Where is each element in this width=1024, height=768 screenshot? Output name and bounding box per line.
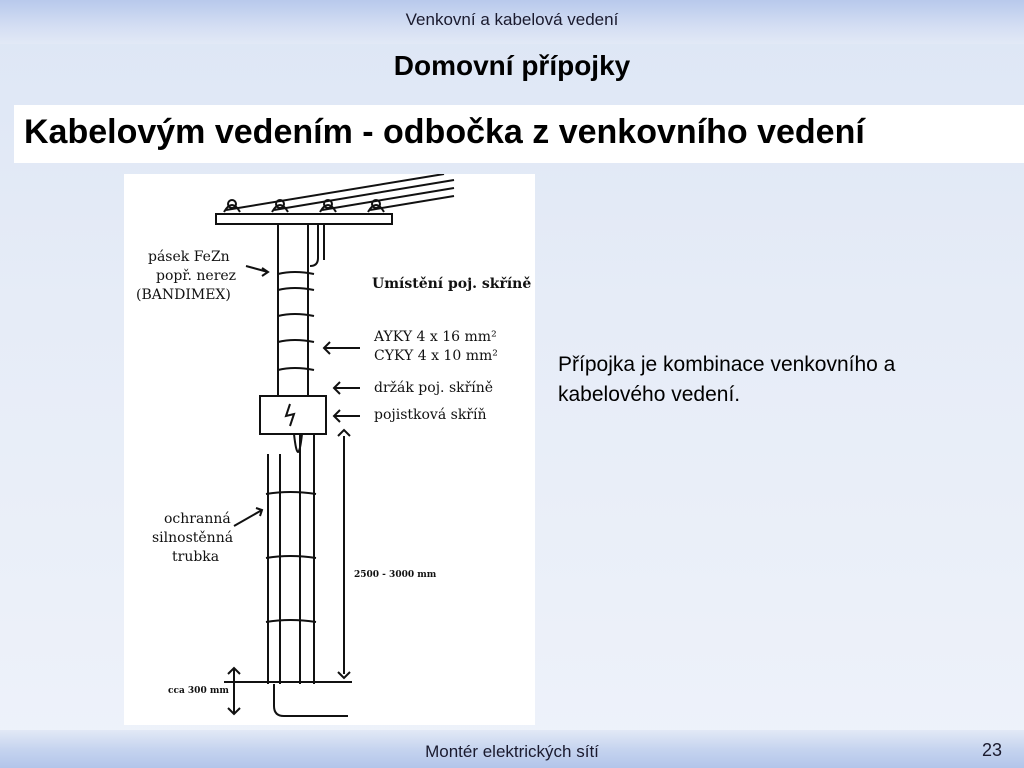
slide-subtitle: Kabelovým vedením - odbočka z venkovního vedení bbox=[24, 113, 865, 151]
label-pasek-3: (BANDIMEX) bbox=[136, 287, 231, 303]
label-cyky: CYKY 4 x 10 mm² bbox=[374, 348, 498, 364]
label-drzak: držák poj. skříně bbox=[374, 380, 494, 396]
label-depth: cca 300 mm bbox=[168, 686, 229, 696]
label-pojistkova: pojistková skříň bbox=[374, 407, 487, 423]
label-ochranna-2: silnostěnná bbox=[152, 530, 234, 546]
label-ochranna-3: trubka bbox=[172, 549, 220, 565]
presentation-title: Venkovní a kabelová vedení bbox=[405, 10, 619, 29]
body-paragraph: Přípojka je kombinace venkovního a kabelového vedení. bbox=[558, 353, 896, 406]
label-height: 2500 - 3000 mm bbox=[354, 570, 437, 580]
pole-diagram bbox=[124, 174, 535, 725]
slide-title: Domovní přípojky bbox=[393, 50, 631, 81]
footer-text: Montér elektrických sítí bbox=[425, 742, 599, 761]
subtitle-box bbox=[14, 105, 1024, 163]
label-pasek-2: popř. nerez bbox=[156, 268, 237, 284]
label-ayky: AYKY 4 x 16 mm² bbox=[374, 329, 497, 345]
page-number: 23 bbox=[981, 740, 1002, 760]
label-ochranna-1: ochranná bbox=[164, 511, 231, 527]
label-pasek-1: pásek FeZn bbox=[148, 249, 230, 265]
label-umisteni: Umístění poj. skříně bbox=[372, 276, 532, 292]
